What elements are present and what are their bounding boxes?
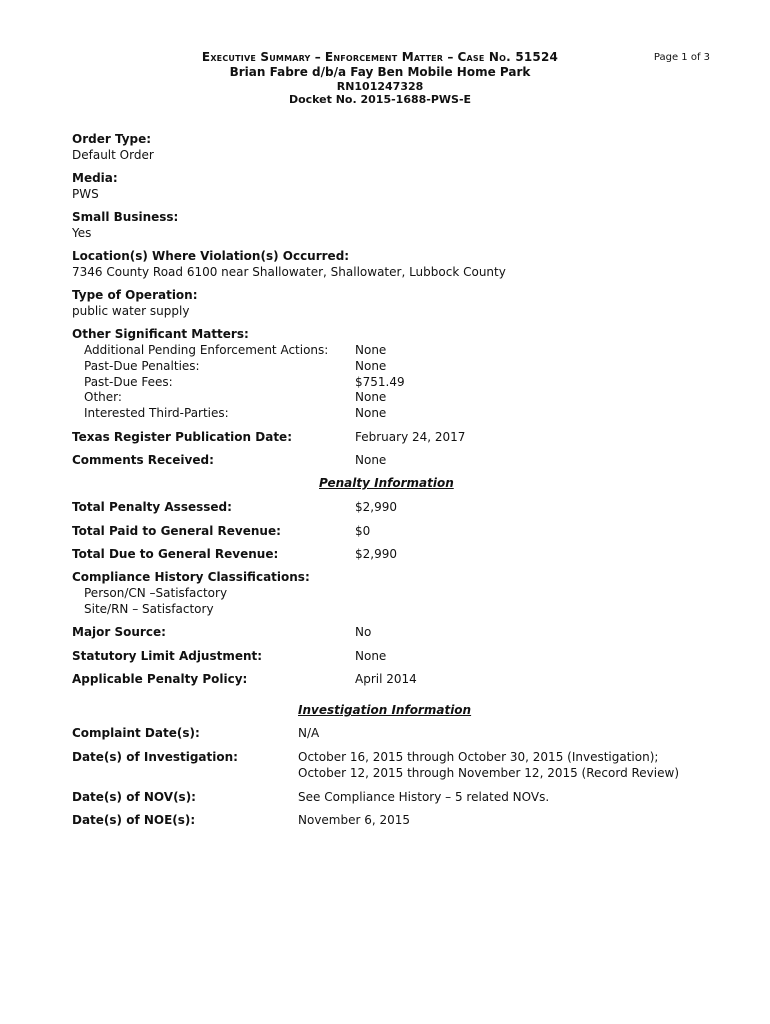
statutory-value: None	[355, 649, 387, 663]
pending-actions-label: Additional Pending Enforcement Actions:	[84, 343, 329, 357]
operation-value: public water supply	[72, 304, 190, 318]
paid-general-label: Total Paid to General Revenue:	[72, 524, 281, 538]
title-part-3: Case No. 51524	[457, 50, 559, 64]
complaint-date-label: Complaint Date(s):	[72, 726, 200, 740]
comments-value: None	[355, 453, 387, 467]
statutory-label: Statutory Limit Adjustment:	[72, 649, 263, 663]
due-general-label: Total Due to General Revenue:	[72, 547, 279, 561]
title-sep-1: –	[310, 50, 325, 64]
other-value: None	[355, 390, 387, 404]
rn-number: RN101247328	[336, 80, 424, 93]
past-due-penalties-label: Past-Due Penalties:	[84, 359, 200, 373]
respondent-name: Brian Fabre d/b/a Fay Ben Mobile Home Park	[229, 65, 531, 79]
compliance-person: Person/CN –Satisfactory	[84, 586, 228, 600]
past-due-penalties-value: None	[355, 359, 387, 373]
penalty-assessed-label: Total Penalty Assessed:	[72, 500, 232, 514]
register-date-label: Texas Register Publication Date:	[72, 430, 292, 444]
past-due-fees-value: $751.49	[355, 375, 405, 389]
order-type-value: Default Order	[72, 148, 154, 162]
past-due-fees-label: Past-Due Fees:	[84, 375, 173, 389]
complaint-date-value: N/A	[298, 726, 320, 740]
penalty-section-heading: Penalty Information	[319, 476, 454, 490]
title-sep-2: –	[443, 50, 458, 64]
penalty-policy-value: April 2014	[355, 672, 417, 686]
due-general-value: $2,990	[355, 547, 397, 561]
location-value: 7346 County Road 6100 near Shallowater, Shallowater, Lubbock County	[72, 265, 506, 279]
major-source-value: No	[355, 625, 372, 639]
register-date-value: February 24, 2017	[355, 430, 466, 444]
investigation-date-line-2: October 12, 2015 through November 12, 2015 (Record Review)	[298, 766, 679, 780]
page-number: Page 1 of 3	[653, 52, 710, 63]
other-matters-label: Other Significant Matters:	[72, 327, 249, 341]
paid-general-value: $0	[355, 524, 371, 538]
order-type-label: Order Type:	[72, 132, 152, 146]
pending-actions-value: None	[355, 343, 387, 357]
docket-number: Docket No. 2015-1688-PWS-E	[288, 93, 472, 106]
investigation-date-label: Date(s) of Investigation:	[72, 750, 238, 764]
investigation-date-line-1: October 16, 2015 through October 30, 2015 (Investigation);	[298, 750, 659, 764]
title-part-1: Executive Summary	[201, 50, 311, 64]
penalty-assessed-value: $2,990	[355, 500, 397, 514]
compliance-site: Site/RN – Satisfactory	[84, 602, 214, 616]
noe-date-label: Date(s) of NOE(s):	[72, 813, 196, 827]
other-label: Other:	[84, 390, 122, 404]
third-parties-label: Interested Third-Parties:	[84, 406, 229, 420]
title-part-2: Enforcement Matter	[324, 50, 444, 64]
media-label: Media:	[72, 171, 118, 185]
compliance-label: Compliance History Classifications:	[72, 570, 310, 584]
nov-date-label: Date(s) of NOV(s):	[72, 790, 196, 804]
noe-date-value: November 6, 2015	[298, 813, 411, 827]
penalty-policy-label: Applicable Penalty Policy:	[72, 672, 248, 686]
location-label: Location(s) Where Violation(s) Occurred:	[72, 249, 350, 263]
comments-label: Comments Received:	[72, 453, 214, 467]
third-parties-value: None	[355, 406, 387, 420]
media-value: PWS	[72, 187, 99, 201]
nov-date-value: See Compliance History – 5 related NOVs.	[298, 790, 550, 804]
small-business-label: Small Business:	[72, 210, 179, 224]
major-source-label: Major Source:	[72, 625, 166, 639]
operation-label: Type of Operation:	[72, 288, 198, 302]
small-business-value: Yes	[72, 226, 92, 240]
investigation-section-heading: Investigation Information	[298, 703, 472, 717]
